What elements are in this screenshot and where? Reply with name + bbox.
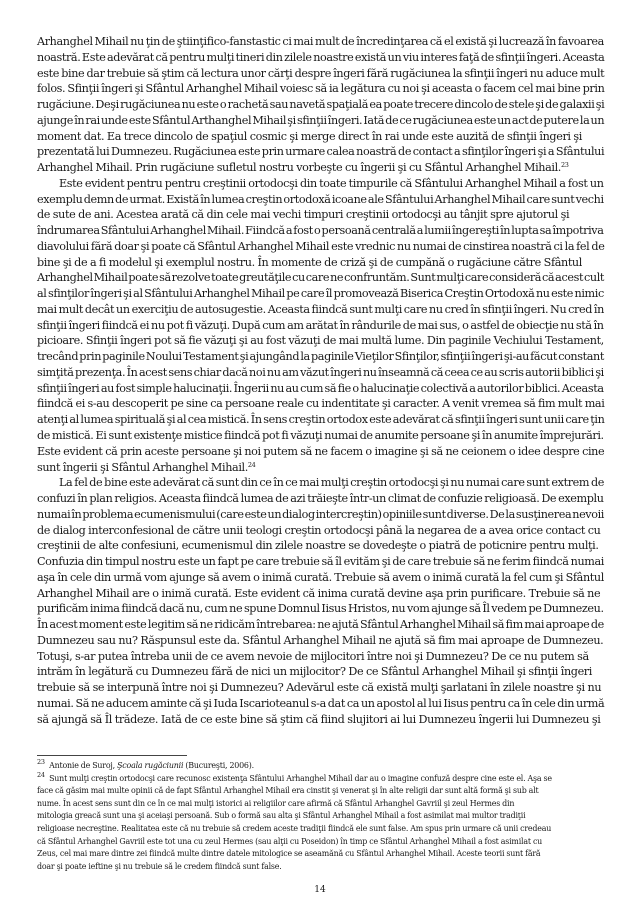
body-line	[37, 492, 604, 505]
body-line-text: picioare. Sfinţii îngeri pot să fie văzuţi şi au fost văzuţi de mai multă lume. Din paginile Vechiului Testament,	[37, 334, 604, 348]
body-line-text: Arhanghel Mihail are o inimă curată. Este evident că inima curată devine aşa prin purificare. Trebuie să ne	[37, 586, 601, 600]
body-line	[37, 524, 604, 537]
body-line	[37, 539, 604, 552]
body-line-text: fiindcă ei s-au descoperit pe sine ca persoane reale cu indentitate şi caracter. A venit vremea să fim mult mai	[37, 397, 605, 411]
body-line-text: sfinţii îngeri au fost simple halucinaţii. Îngerii nu au cum să fie o halucinaţie colectivă a autorilor biblici. Aceasta	[37, 381, 604, 395]
body-line-text: intrăm în legătură cu Dumnezeu fără de nici un mijlocitor? De ce Sfântul Arhanghel Mihail şi sfinţii îngeri	[37, 665, 592, 679]
body-line	[37, 713, 604, 726]
body-line	[37, 382, 604, 395]
body-line	[37, 445, 604, 458]
footnote-text: Antonie de Suroj,	[49, 761, 118, 770]
body-line	[37, 508, 604, 521]
footnote-line	[37, 824, 604, 833]
body-line	[37, 366, 604, 379]
body-line	[37, 271, 604, 284]
body-line-text: creştinii de alte confesiuni, ecumenismul din zilele noastre se dovedeşte o piatră de poticnire pentru mulţi.	[37, 539, 599, 553]
body-line-text: sfinţii îngeri fiindcă ei nu pot fi văzuţi. După cum am arătat în rândurile de mai sus, o astfel de obiecţie nu stă în	[37, 318, 604, 332]
footnote-line	[37, 799, 604, 808]
body-line	[37, 193, 604, 206]
body-line	[37, 697, 604, 710]
footnote-text: (Bucureşti, 2006).	[183, 761, 254, 770]
body-line	[37, 618, 604, 631]
body-line	[37, 461, 604, 474]
body-line	[37, 208, 604, 221]
body-line	[37, 287, 604, 300]
body-line-text: de mistică. Ei sunt existenţe mistice fiindcă pot fi văzuţi numai de anumite persoane şi în anumite împrejurări.	[37, 429, 604, 442]
body-line	[37, 334, 604, 347]
footnote-text: că Sfântul Arhanghel Gavriil este tot una cu zeul Hermes (sau alţii cu Poseidon) în timp ce Sfântul Arhanghel Mihail a fost asimilat cu	[37, 836, 543, 846]
body-line	[37, 240, 604, 253]
body-line	[37, 681, 604, 694]
body-line-text: folos. Sfinţii îngeri şi Sfântul Arhanghel Mihail voiesc să ia legătura cu noi şi aceasta o facem cel mai bine prin	[37, 82, 605, 96]
footnote-number: 23	[37, 758, 45, 766]
body-line-text: de sute de ani. Acestea arată că din cele mai vechi timpuri creştinii ortodocşi au tânjit spre ajutorul şi	[37, 208, 570, 222]
footnote-text: nume. În acest sens sunt din ce în ce mai mulţi istorici ai religiilor care afirmă că Sfântul Arhanghel Gavriil şi zeul Hermes din	[37, 798, 515, 808]
body-line-text: Este evident că prin aceste persoane şi noi putem să ne facem o imagine şi să ne ceionem o idee despre cine	[37, 444, 605, 458]
footnote-separator	[37, 755, 187, 756]
body-line	[37, 130, 604, 143]
body-line-text: Arhanghel Mihail. Prin rugăciune sufletul nostru vorbeşte cu îngerii şi cu Sfântul Arhanghel Mihail.	[37, 161, 561, 175]
body-line	[37, 587, 604, 600]
body-line-text: aşa în cele din urmă vom ajunge să avem o inimă curată. Trebuie să avem o inimă curată la fel cum şi Sfântul	[37, 570, 604, 584]
body-line-text: moment dat. Ea trece dincolo de spaţiul cosmic şi merge direct în rai unde este auzită de sfinţii îngeri şi	[37, 129, 582, 143]
body-line-text: Arhanghel Mihail nu ţin de ştiinţifico-fanstastic ci mai mult de încredinţarea că el există şi lucrează în favoarea	[37, 35, 604, 48]
footnote-reference: 24	[247, 460, 256, 469]
body-line-text: simţită prezenţa. În acest sens chiar dacă noi nu am văzut îngeri nu înseamnă că ceea ce au scris autorii biblici şi	[37, 365, 604, 379]
body-line-text: este bine dar trebuie să ştim că lectura unor cărţi despre îngeri fără rugăciunea la sfinţii îngeri nu aduce mult	[37, 66, 605, 80]
body-line	[37, 161, 604, 174]
footnote-text: religioase necreştine. Realitatea este că nu trebuie să credem aceste tradiţii fiindcă ele sunt false. Am spus prin urmare că unii credeau	[37, 824, 552, 833]
footnote-text: Zeus, cel mai mare dintre zei fiindcă multe dintre datele mitologice se aseamănă cu Sfântul Arhanghel Mihail. Aceste teorii sunt fără	[37, 849, 541, 859]
body-line	[37, 602, 604, 615]
body-line	[37, 256, 604, 269]
body-line-text: Dumnezeu sau nu? Răspunsul este da. Sfântul Arhanghel Mihail ne ajută să fim mai aproape de Dumnezeu.	[37, 633, 604, 647]
body-line-text: La fel de bine este adevărat că sunt din ce în ce mai mulţi creştin ortodocşi şi nu numai care sunt extrem de	[59, 476, 605, 490]
footnote-line	[37, 758, 604, 770]
body-line	[37, 51, 604, 64]
body-line-text: Totuşi, s-ar putea întreba unii de ce avem nevoie de mijlocitori între noi şi Dumnezeu? De ce nu putem să	[37, 649, 589, 663]
body-line-text: ajunge în rai unde este Sfântul Arthanghel Mihail şi sfinţii îngeri. Iată de ce rugăciunea este un act de putere la un	[37, 113, 605, 127]
body-line-text: diavolului fără doar şi poate că Sfântul Arhanghel Mihail este vrednic nu numai de cinstirea noastră ci la fel de	[37, 239, 605, 253]
body-line-text: mai mult decât un exerciţiu de autosugestie. Aceasta fiindcă sunt mulţi care nu cred în sfinţii îngeri. Nu cred în	[37, 302, 604, 316]
body-line-text: exemplu demn de urmat. Există în lumea creştin ortodoxă icoane ale Sfântului Arhanghel Mihail care sunt vechi	[37, 192, 604, 206]
footnote-line	[37, 770, 604, 783]
body-line-text: să ajungă să Îl trădeze. Iată de ce este bine să ştim că fiind slujitori ai lui Dumnezeu îngerii lui Dumnezeu şi	[37, 712, 601, 726]
body-line	[37, 224, 604, 237]
footnote-line	[37, 837, 604, 846]
body-line-text: rugăciune. Deşi rugăciunea nu este o rachetă sau navetă spaţială ea poate trecere dincolo de stele şi de galaxii şi	[37, 98, 605, 112]
footnote-reference: 23	[560, 161, 569, 170]
body-line-text: atenţi al lumea spirituală şi al cea mistică. În sens creştin ortodox este adevărat că sfinţii îngeri sunt unii care ţin	[37, 413, 605, 427]
body-line	[37, 98, 604, 111]
body-line	[37, 35, 604, 48]
body-line	[37, 319, 604, 332]
footnote-number: 24	[37, 770, 45, 779]
body-line	[59, 476, 604, 489]
body-line-text: de dialog interconfesional de către unii teologi creştin ortodocşi până la negarea de a avea orice contact cu	[37, 523, 601, 537]
body-line	[37, 303, 604, 316]
body-line-text: Arhanghel Mihail poate să rezolve toate greutăţile cu care ne confruntăm. Sunt mulţi care consideră că acest cult	[37, 271, 605, 285]
body-line	[37, 67, 604, 80]
footnote-text: doar şi poate ieftine şi nu trebuie să le credem fiindcă sunt false.	[37, 861, 282, 871]
body-line-text: numai în problema ecumenismului (care este un dialog intercreştin) opiniile sunt diverse. De la susţinerea nevoii	[37, 507, 604, 521]
body-line-text: bine şi de a fi modelul şi exemplul nostru. În momente de criză şi de cumpănă o rugăciune către Sfântul	[37, 255, 582, 269]
body-line	[37, 397, 604, 410]
body-line	[37, 634, 604, 647]
body-line-text: În acest moment este legitim să ne ridicăm întrebarea: ne ajută Sfântul Arhanghel Mihail să fim mai aproape de	[37, 618, 604, 632]
footnote-text: Sunt mulţi creştin ortodocşi care recunosc existenţa Sfântului Arhanghel Mihail dar au o imagine confuză despre cine este el. Aşa se	[49, 773, 552, 783]
footnote-book-title: Şcoala rugăciunii	[117, 761, 184, 770]
body-line-text: numai. Să ne aducem aminte că şi Iuda Iscarioteanul s-a dat ca un apostol al lui Iisus pentru ca în cele din urmă	[37, 696, 605, 710]
body-line	[37, 650, 604, 663]
page-number: 14	[314, 885, 326, 895]
body-line	[37, 413, 604, 426]
body-line	[37, 429, 604, 442]
body-line	[37, 555, 604, 568]
body-line-text: trebuie să se interpună între noi şi Dumnezeu? Adevărul este că există mulţi şarlatani în zilele noastre şi nu	[37, 681, 602, 695]
footnote-line	[37, 862, 604, 871]
body-line-text: Confuzia din timpul nostru este un fapt pe care trebuie să îl evităm şi de care trebuie să ne ferim fiindcă numai	[37, 555, 605, 569]
body-line-text: trecând prin paginile Noului Testament şi ajungând la paginile Vieţilor Sfinţilor, sfinţii îngeri şi-au făcut constant	[37, 350, 604, 364]
body-line	[37, 665, 604, 678]
body-line	[37, 350, 604, 363]
body-line-text: confuzi în plan religios. Aceasta fiindcă lumea de azi trăieşte într-un climat de confuzie religioasă. De exemplu	[37, 492, 604, 506]
body-line-text: îndrumarea Sfântului Arhanghel Mihail. Fiindcă a fost o persoană centrală a lumii îngereşti în lupta sa împotriva	[37, 224, 604, 238]
body-line-text: al sfinţilor îngeri şi al Sfântului Arhanghel Mihail pe care îl promovează Biserica Creştin Ortodoxă nu este nimic	[37, 287, 604, 301]
body-line-text: noastră. Este adevărat că pentru mulţi tineri din zilele noastre există un viu interes faţă de sfinţii îngeri. Aceasta	[37, 50, 605, 64]
body-line	[59, 177, 604, 190]
body-line-text: sunt îngerii şi Sfântul Arhanghel Mihail.	[37, 460, 248, 474]
body-line-text: prezentată lui Dumnezeu. Rugăciunea este prin urmare calea noastră de contact a sfinţilor îngeri şi a Sfântului	[37, 145, 605, 159]
body-line-text: purificăm inima fiindcă dacă nu, cum ne spune Domnul Iisus Hristos, nu vom ajunge să Îl vedem pe Dumnezeu.	[37, 602, 604, 616]
body-line	[37, 114, 604, 127]
footnote-text: mitologia greacă sunt una şi aceiaşi persoană. Sub o formă sau alta şi Sfântul Arhanghel Mihail a fost asimilat mai multor tradiţii	[37, 811, 526, 821]
body-line	[37, 145, 604, 158]
body-line-text: Este evident pentru pentru creştinii ortodocşi din toate timpurile că Sfântului Arhanghel Mihail a fost un	[59, 176, 604, 190]
footnote-line	[37, 811, 604, 820]
footnote-text: face că găsim mai multe opinii că de fapt Sfântul Arhanghel Mihail era cinstit şi venerat şi în alte religii dar sunt altă formă şi sub alt	[37, 786, 539, 796]
footnote-line	[37, 849, 604, 858]
footnote-line	[37, 786, 604, 795]
body-line	[37, 571, 604, 584]
body-line	[37, 82, 604, 95]
